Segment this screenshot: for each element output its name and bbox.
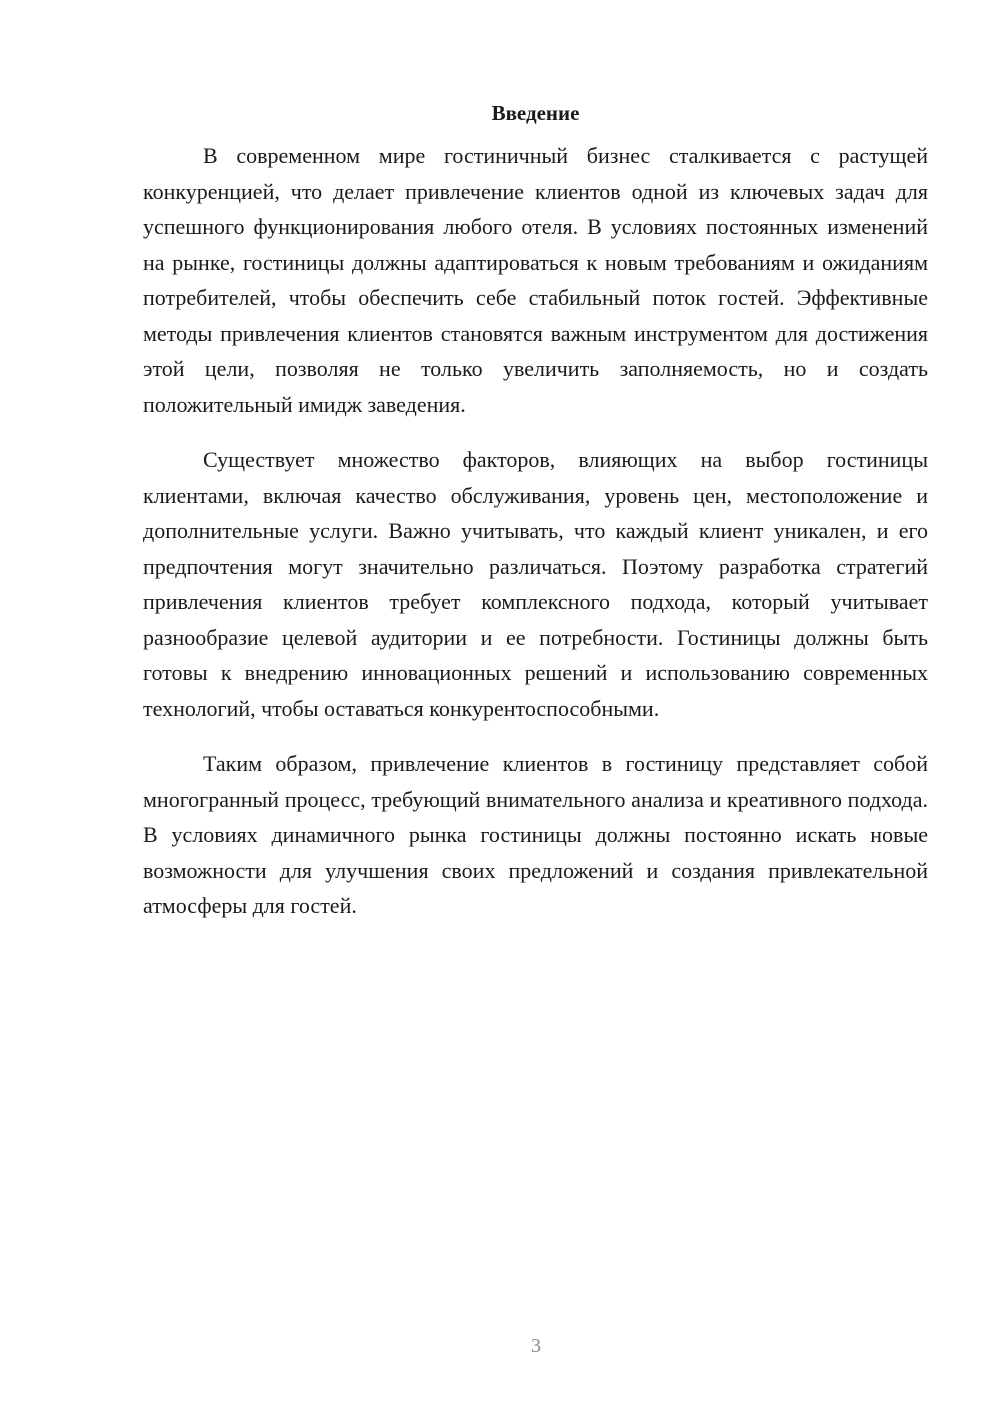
- document-body: [143, 98, 928, 944]
- section-title: Введение: [491, 101, 580, 125]
- page-number: 3: [531, 1335, 541, 1357]
- paragraph-1: В современном мире гостиничный бизнес сталкивается с растущей конкуренцией, что делает привлечение клиентов одной из ключевых задач для успешного функционирования любого отеля. В условиях постоянных изменений на рынке, гостиницы должны адаптироваться к новым требованиям и ожиданиям потребителей, чтобы обеспечить себе стабильный поток гостей. Эффективные методы привлечения клиентов становятся важным инструментом для достижения этой цели, позволяя не только увеличить заполняемость, но и создать положительный имидж заведения.: [143, 143, 928, 417]
- paragraph-2: Существует множество факторов, влияющих на выбор гостиницы клиентами, включая качество обслуживания, уровень цен, местоположение и дополнительные услуги. Важно учитывать, что каждый клиент уникален, и его предпочтения могут значительно различаться. Поэтому разработка стратегий привлечения клиентов требует комплексного подхода, который учитывает разнообразие целевой аудитории и ее потребности. Гостиницы должны быть готовы к внедрению инновационных решений и использованию современных технологий, чтобы оставаться конкурентоспособными.: [143, 447, 928, 721]
- paragraph-3: Таким образом, привлечение клиентов в гостиницу представляет собой многогранный процесс, требующий внимательного анализа и креативного подхода. В условиях динамичного рынка гостиницы должны постоянно искать новые возможности для улучшения своих предложений и создания привлекательной атмосферы для гостей.: [143, 751, 928, 918]
